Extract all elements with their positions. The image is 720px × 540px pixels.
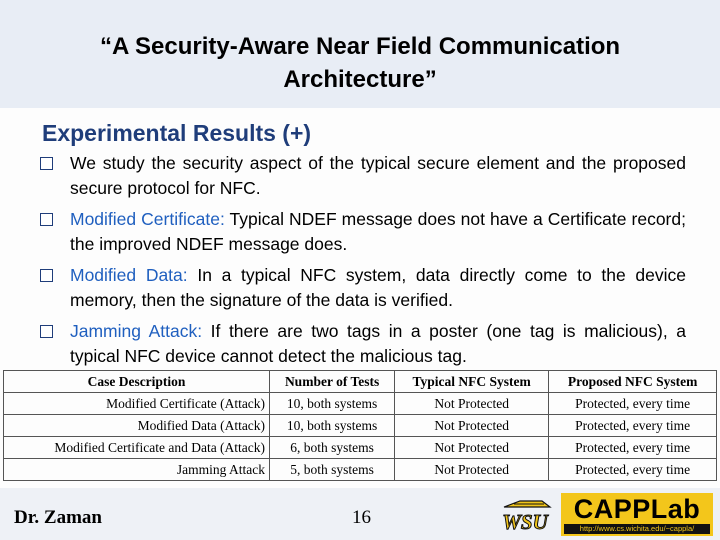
table-cell: Protected, every time	[549, 393, 717, 415]
bullet-keyword: Jamming Attack:	[70, 321, 203, 341]
lab-logo-text: CAPPLab	[573, 494, 701, 524]
bullet-item	[38, 263, 686, 313]
column-header: Typical NFC System	[395, 371, 549, 393]
table-cell: 5, both systems	[270, 459, 395, 481]
wsu-logo-text: WSU	[502, 510, 548, 534]
lab-logo-url: http://www.cs.wichita.edu/~cappla/	[564, 524, 710, 534]
table-cell: 10, both systems	[270, 393, 395, 415]
table-cell: Modified Data (Attack)	[4, 415, 270, 437]
table-cell: Not Protected	[395, 459, 549, 481]
bullet-item	[38, 207, 686, 257]
bullet-text: In a typical NFC system, data directly come to the device memory, then the signature of the data is verified.	[70, 265, 686, 310]
table-cell: 10, both systems	[270, 415, 395, 437]
table-cell: Not Protected	[395, 437, 549, 459]
bullet-text: Typical NDEF message does not have a Certificate record; the improved NDEF message does.	[70, 209, 686, 254]
lab-logo	[561, 493, 713, 536]
page-number: 16	[352, 507, 371, 528]
table-cell: Modified Certificate (Attack)	[4, 393, 270, 415]
presenter-name: Dr. Zaman	[14, 507, 102, 528]
section-heading: Experimental Results (+)	[42, 120, 312, 146]
wsu-logo-icon	[494, 498, 556, 534]
bullet-square-icon	[40, 213, 53, 226]
bullet-text: We study the security aspect of the typical secure element and the proposed secure protocol for NFC.	[70, 153, 686, 198]
table-cell: Protected, every time	[549, 437, 717, 459]
table-cell: Modified Certificate and Data (Attack)	[4, 437, 270, 459]
bullet-keyword: Modified Certificate:	[70, 209, 225, 229]
bullet-square-icon	[40, 157, 53, 170]
table-cell: Jamming Attack	[4, 459, 270, 481]
table-cell: Not Protected	[395, 415, 549, 437]
table-cell: Not Protected	[395, 393, 549, 415]
column-header: Proposed NFC System	[549, 371, 717, 393]
slide-title	[0, 30, 720, 96]
slide-title-line-1: “A Security-Aware Near Field Communication	[99, 33, 621, 60]
bullet-list	[38, 151, 686, 375]
table-row	[4, 393, 717, 415]
bullet-square-icon	[40, 269, 53, 282]
table-row	[4, 437, 717, 459]
table-header-row	[4, 371, 717, 393]
bullet-keyword: Modified Data:	[70, 265, 188, 285]
table-row	[4, 415, 717, 437]
table-row	[4, 459, 717, 481]
bullet-item	[38, 319, 686, 369]
bullet-square-icon	[40, 325, 53, 338]
table-cell: 6, both systems	[270, 437, 395, 459]
slide-title-line-2: Architecture”	[283, 66, 437, 93]
table-cell: Protected, every time	[549, 415, 717, 437]
column-header: Case Description	[4, 371, 270, 393]
bullet-text: If there are two tags in a poster (one tag is malicious), a typical NFC device cannot detect the malicious tag.	[70, 321, 686, 366]
column-header: Number of Tests	[270, 371, 395, 393]
table-cell: Protected, every time	[549, 459, 717, 481]
results-table	[3, 370, 717, 481]
bullet-item	[38, 151, 686, 201]
